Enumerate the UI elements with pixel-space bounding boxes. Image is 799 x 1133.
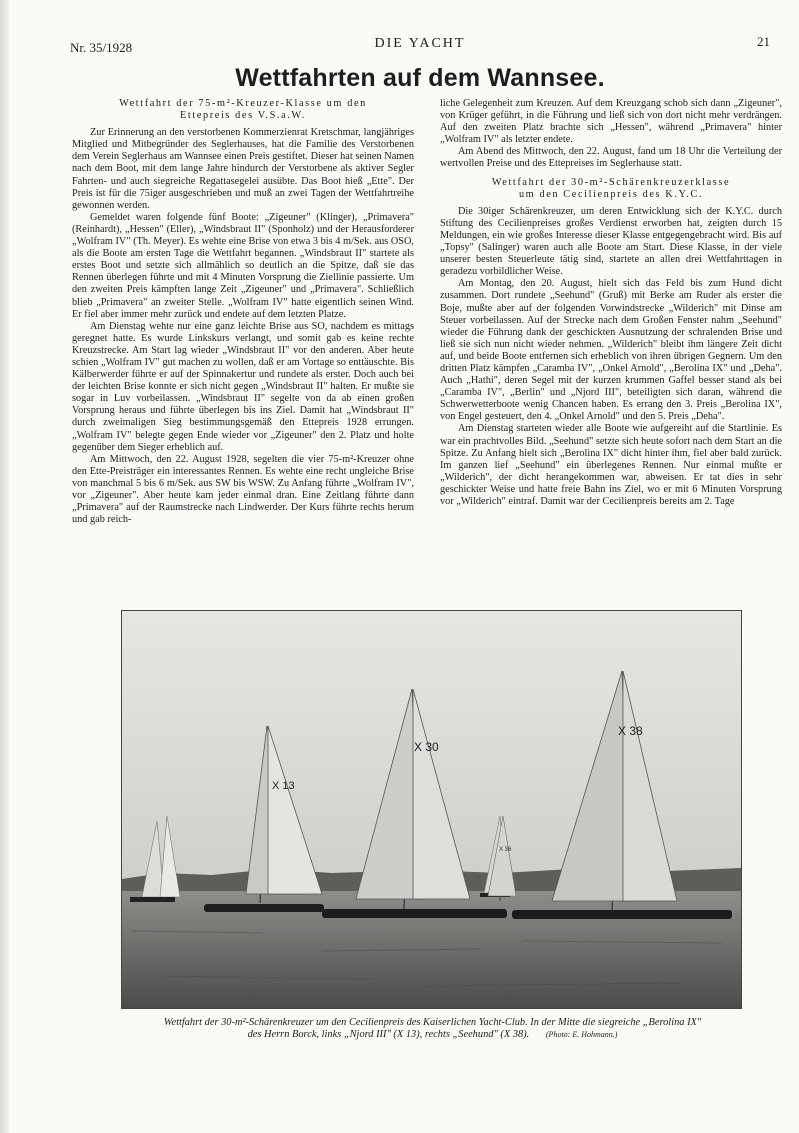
- page-header: [70, 34, 770, 56]
- subhead-line: Wettfahrt der 75-m²-Kreuzer-Klasse um den: [119, 98, 367, 109]
- section-subhead-30: [440, 177, 782, 201]
- paragraph: Am Mittwoch, den 22. August 1928, segelten die vier 75-m²-Kreuzer ohne den Ette-Preisträger ein interessantes Rennen. Es wehte eine recht ungleiche Brise von manchmal 5 bis 6 m/Sek. aus SW bis WSW. Zu Anfang führte „Wolfram IV", vor „Zigeuner". Aber heute kam jeder einmal dran. Eine Zeitlang führte dann „Primavera" auf der Raumstrecke nach Lindwerder. Der Kurs führte rechts herum und gab reich-: [72, 453, 414, 526]
- magazine-title: DIE YACHT: [374, 36, 466, 51]
- caption-line: des Herrn Borck, links „Njord III" (X 13), rechts „Seehund" (X 38).: [247, 1029, 530, 1041]
- issue-number: Nr. 35/1928: [70, 40, 133, 55]
- photo-caption: [100, 1017, 765, 1042]
- article-title: Wettfahrten auf dem Wannsee.: [235, 64, 605, 92]
- subhead-line: Wettfahrt der 30-m²-Schärenkreuzerklasse: [491, 176, 731, 188]
- subhead-line: Ettepreis des V.S.a.W.: [180, 110, 306, 122]
- paragraph: Am Dienstag wehte nur eine ganz leichte Brise aus SO, nachdem es mittags geregnet hatte. Es wurde Linkskurs verlangt, und somit gab es keine rechte Kreuzstrecke. Am Start lag wieder „Windsbraut II" vor den anderen. Aber heute schien „Wolfram IV" gut machen zu wollen, daß er am Vortage so enttäuschte. Bis Kälberwerder führte er auf der Spinnakertur und rundete als erster. Doch auch bei der leichten Brise konnte er sich nicht gegen „Windsbraut II" halten. Er mußte sie sogar in Luv vorbeilassen. „Windsbraut II" segelte von da ab einen großen Vorsprung heraus und führte überlegen bis ins Ziel. Damit hat „Windsbraut II" durch zweimaligen Sieg bestimmungsgemäß den Ettepreis 1928 errungen. „Wolfram IV" belegte gegen Ende wieder vor „Zigeuner" den 2. Platz und holte gegenüber dem Sieger erheblich auf.: [72, 320, 414, 453]
- caption-line: Wettfahrt der 30-m²-Schärenkreuzer um den Cecilienpreis des Kaiserlichen Yacht-Club. In der Mitte die siegreiche „Berolina IX": [163, 1017, 702, 1028]
- paragraph: Am Dienstag starteten wieder alle Boote wie aufgereiht auf die Startlinie. Es war ein prachtvolles Bild. „Seehund" setzte sich heute sofort nach dem Start an die Spitze. Zu Anfang hielt sich „Berolina IX" dicht hinter ihm, fiel aber bald zurück. Im ganzen lief „Seehund" ein überlegenes Rennen. Nur einmal mußte er „Wilderich", der dicht herangekommen war, abweisen. Er tat dies in sehr geschickter Weise und hatte freie Bahn ins Ziel, wo er mit 6 Minuten Vorsprung vor „Wilderich" eintraf. Damit war der Cecilienpreis bereits am 2. Tage: [440, 423, 782, 507]
- sail-number-x36: X 36: [499, 847, 512, 853]
- sailboats-illustration: [122, 611, 741, 1008]
- subhead-line: um den Cecilienpreis des K.Y.C.: [518, 188, 704, 200]
- paragraph: Die 30iger Schärenkreuzer, um deren Entwicklung sich der K.Y.C. durch Stiftung des Cecilienpreises großes Verdienst erworben hat, zeigten durch 15 Meldungen, ein wie großes Interesse dieser Klasse entgegengebracht wird. Bis auf „Topsy" (Salinger) waren auch alle Boote am Start. Diese Klasse, in der viele unserer besten Steuerleute tätig sind, startete an allen drei Wettfahrttagen in geradezu vorbildlicher Weise.: [440, 205, 782, 278]
- regatta-photograph: [121, 610, 742, 1009]
- sail-number-x30: X 30: [414, 740, 439, 754]
- paragraph: Am Abend des Mittwoch, den 22. August, fand um 18 Uhr die Verteilung der wertvollen Preise und des Ettepreises im Seglerhause statt.: [440, 146, 782, 170]
- sail-number-x13: X 13: [272, 780, 295, 792]
- paragraph: Gemeldet waren folgende fünf Boote: „Zigeuner" (Klinger), „Primavera" (Reinhardt), „Hessen" (Eller), „Windsbraut II" (Sponholz) und der Herausforderer „Wolfram IV" (Th. Meyer). Es wehte eine Brise von etwa 3 bis 4 m/Sek. aus OSO, als die Boote am ersten Tage die Wettfahrt begannen. „Windsbraut II" startete als erstes Boot und setzte sich allmählich so deutlich an die Spitze, daß sie das Rennen überlegen führte und mit 4 Minuten Vorsprung die Ziellinie passierte. Um den zweiten Preis kämpften lange Zeit „Zigeuner" und „Primavera". Schließlich blieb „Primavera" an zweiter Stelle. „Wolfram IV" hatte eigentlich seinen Wind. Er fiel aber immer mehr zurück und endete auf dem letzten Platze.: [72, 211, 414, 320]
- paragraph: Am Montag, den 20. August, hielt sich das Feld bis zum Hund dicht zusammen. Dort rundete „Seehund" (Gruß) mit Berke am Ruder als erster die Boje, mußte aber auf der folgenden Vorwindstrecke „Wilderich" mit Dinse am Steuer vorbeilassen. Auf der Strecke nach dem Großen Fenster nahm „Seehund" wieder die Führung dank der geschickten Ausnutzung der schralenden Brise und ließ sie sich nun nicht wieder nehmen. „Wilderich" bleibt ihm längere Zeit dicht auf, und beide Boote entfernen sich erheblich von ihren übrigen Gegnern. Um den dritten Platz kämpfen „Caramba IV", „Onkel Arnold", „Berolina IX" und „Deha". Auch „Hathi", deren Segel mit der kurzen krummen Gaffel besser stand als bei „Caramba IV", „Berlin" und „Njord III", beteiligten sich daran, während die Schwerwetterboote wenig Chancen haben. Es errang den 3. Preis „Berolina IX", von Engel gesteuert, den 4. „Onkel Arnold" und den 5. Preis „Deha".: [440, 278, 782, 423]
- paragraph: Zur Erinnerung an den verstorbenen Kommerzienrat Kretschmar, langjähriges Mitglied und Mitbegründer des Seglerhauses, hat die Familie des Verstorbenen dem Verein Seglerhaus am Wannsee einen Preis gestiftet. Dieser hat seinen Namen nach dem Boot, mit dem lange Jahre hindurch der Verstorbene als aktiver Segler Fahrten- und auch siegreiche Regattasegelei ausübte. Das Boot hieß „Ette". Der Preis ist für die 75iger ausgeschrieben und muß an zwei Tagen der Wettfahrtreihe gewonnen werden.: [72, 127, 414, 211]
- left-column: [72, 98, 414, 598]
- right-column: [440, 98, 782, 598]
- section-subhead-75: [72, 98, 414, 122]
- photo-credit: (Photo: E. Hohmann.): [545, 1030, 618, 1040]
- binding-edge: [0, 0, 9, 1133]
- sail-number-x38: X 38: [618, 724, 643, 738]
- paragraph-continued: liche Gelegenheit zum Kreuzen. Auf dem Kreuzgang schob sich dann „Zigeuner", von Krüger geführt, in die Führung und ließ sich von dort nicht mehr verdrängen. Auf den zweiten Platz brachte sich „Hessen", während „Primavera" hinter „Wolfram IV" als letzter endete.: [440, 98, 782, 146]
- page-number: 21: [757, 34, 770, 49]
